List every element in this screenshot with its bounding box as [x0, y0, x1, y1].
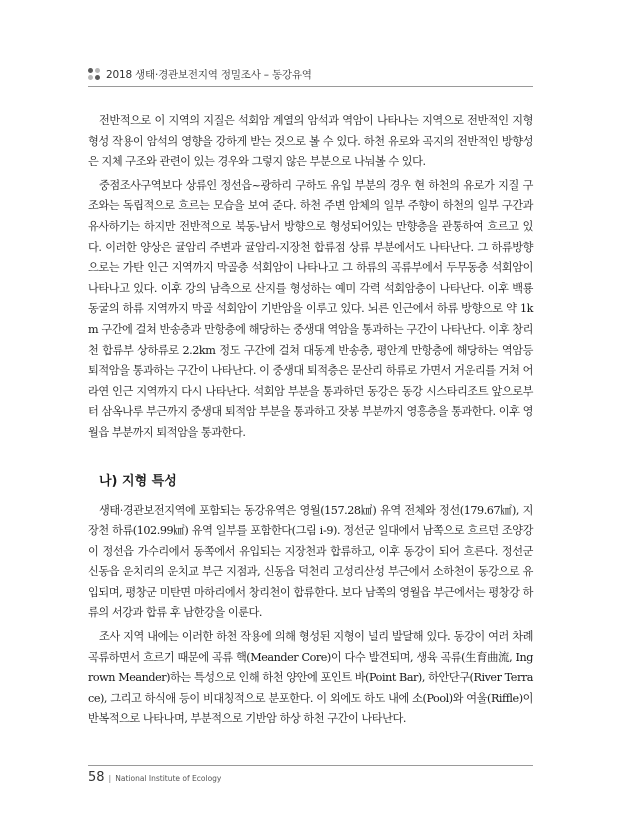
paragraph-geology-detail: 중점조사구역보다 상류인 정선읍~광하리 구하도 유입 부분의 경우 현 하천의 유로가 지질 구조와는 독립적으로 흐르는 모습을 보여 준다. 하천 주변 암체의 일부 주향이 하천의 일부 구간과 유사하기는 하지만 전반적으로 북동-남서 방향으로 형성되어있는 만향층을 관통하여 흐르고 있다. 이러한 양상은 귤암리 주변과 귤암리-지장천 합류점 상류 부분에서도 나타난다. 그 하류방향으로는 가탄 인근 지역까지 막골층 석회암이 나타나고 그 하류의 곡류부에서 두무동층 석회암이 나타나고 있다. 이후 강의 남측으로 산지를 형성하는 예미 각력 석회암층이 나타난다. 이후 백룡동굴의 하류 지역까지 막골 석회암이 기반암을 이루고 있다. 뇌른 인근에서 하류 방향으로 약 1km 구간에 걸쳐 반송층과 만항층에 해당하는 중생대 역암을 통과하는 구간이 나타난다. 이후 창리천 합류부 상하류로 2.2km 정도 구간에 걸쳐 대동계 반송층, 평안계 만항층에 해당하는 역암등 퇴적암을 통과하는 구간이 나타난다. 이 중생대 퇴적층은 문산리 하류로 가면서 거운리를 거쳐 어라연 인근 지역까지 다시 나타난다. 석회암 부분을 통과하던 동강은 동강 시스타리조트 앞으로부터 삼옥나루 부근까지 중생대 퇴적암 부분을 통과하고 잣봉 부분까지 영흥층을 통과한다. 이후 영월읍 부분까지 퇴적암을 통과한다.: [88, 178, 533, 439]
header-divider: [88, 86, 533, 87]
running-footer: [88, 770, 221, 785]
footer-separator: |: [108, 774, 112, 783]
header-dots-icon: [88, 68, 100, 80]
page-number: 58: [88, 770, 105, 785]
paragraph-landform-detail: 조사 지역 내에는 이러한 하천 작용에 의해 형성된 지형이 널리 발달해 있다. 동강이 여러 차례 곡류하면서 흐르기 때문에 곡류 핵(Meander Core)이 다수 발견되며, 생육 곡류(生育曲流, Ingrown Meander)하는 특성으로 인해 하천 양안에 포인트 바(Point Bar), 하안단구(River Terrace), 그리고 하식애 등이 비대칭적으로 분포한다. 이 외에도 하도 내에 소(Pool)와 여울(Riffle)이 반복적으로 나타나며, 부분적으로 기반암 하상 하천 구간이 나타난다.: [88, 630, 533, 726]
paragraph-landform-overview: 생태·경관보전지역에 포함되는 동강유역은 영월(157.28㎢) 유역 전체와 정선(179.67㎢), 지장천 하류(102.99㎢) 유역 일부를 포함한다(그림 ⅰ-9). 정선군 일대에서 남쪽으로 흐르던 조양강이 정선읍 가수리에서 동쪽에서 유입되는 지장천과 합류하고, 이후 동강이 되어 흐른다. 정선군 신동읍 운치리의 운치교 부근 지점과, 신동읍 덕천리 고성리산성 부근에서 소하천이 동강으로 유입되며, 평창군 미탄면 마하리에서 창리천이 합류한다. 보다 남쪽의 영월읍 부근에서는 평창강 하류의 서강과 합류 후 남한강을 이룬다.: [88, 503, 533, 620]
document-body: [88, 111, 533, 730]
header-title: 2018 생태·경관보전지역 정밀조사 – 동강유역: [106, 68, 312, 81]
section-heading: 나) 지형 특성: [99, 473, 177, 489]
footer-divider: [88, 765, 533, 766]
paragraph-geology-overview: 전반적으로 이 지역의 지질은 석회암 계열의 암석과 역암이 나타나는 지역으로 전반적인 지형 형성 작용이 암석의 영향을 강하게 받는 것으로 볼 수 있다. 하천 유로와 곡지의 전반적인 방향성은 지체 구조와 관련이 있는 경우와 그렇지 않은 부분으로 나눠볼 수 있다.: [88, 114, 533, 169]
footer-organization: National Institute of Ecology: [115, 774, 222, 783]
running-header: [88, 66, 533, 82]
